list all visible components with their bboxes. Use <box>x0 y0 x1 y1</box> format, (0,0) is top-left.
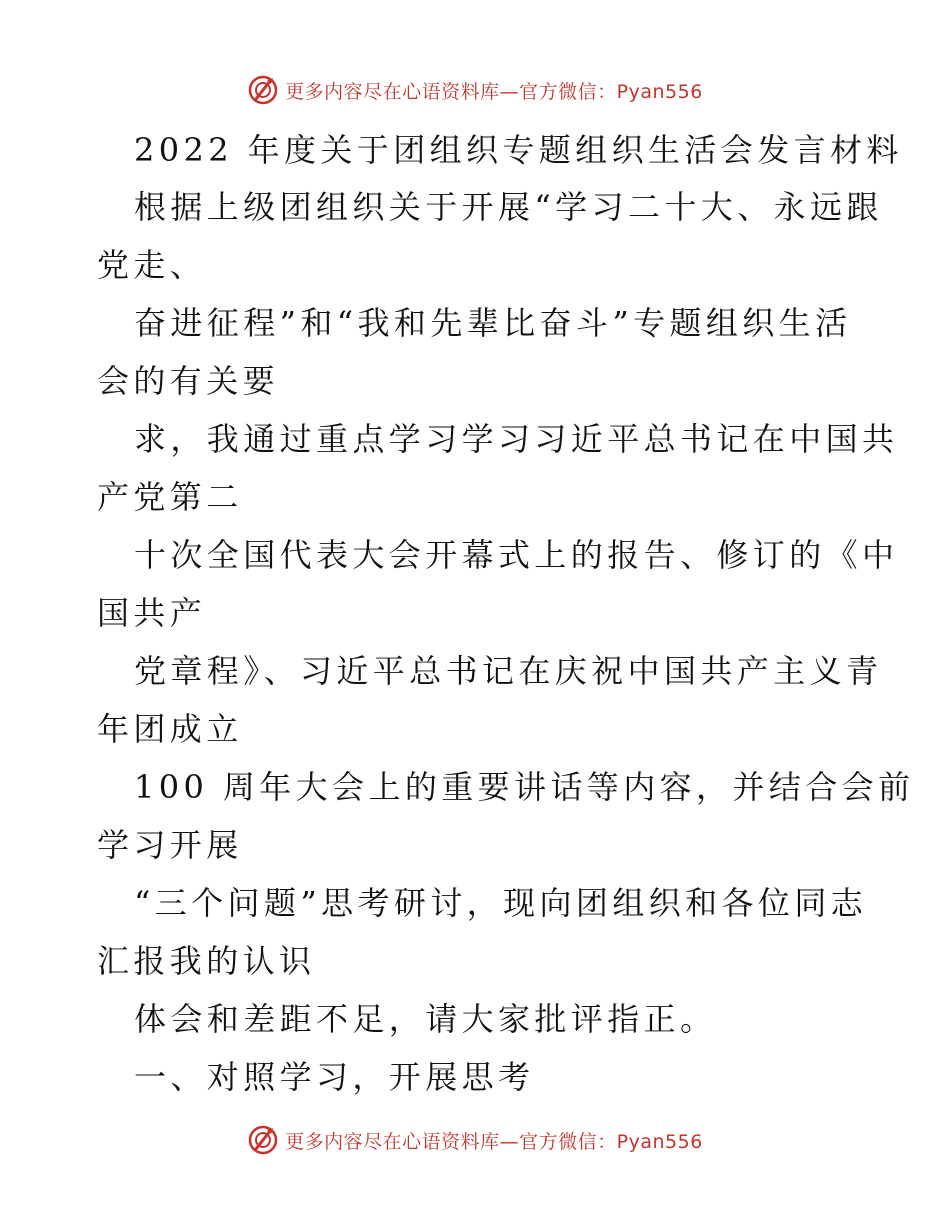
paragraph-line: 年团成立 <box>97 710 243 748</box>
watermark-text: 更多内容尽在心语资料库—官方微信：Pyan556 <box>285 80 703 103</box>
paragraph-line: 国共产 <box>97 594 207 632</box>
paragraph-line: 根据上级团组织关于开展“学习二十大、永远跟 <box>134 188 883 226</box>
paragraph-line: 产党第二 <box>97 478 243 516</box>
paragraph-line: 党走、 <box>97 246 207 284</box>
watermark-text: 更多内容尽在心语资料库—官方微信：Pyan556 <box>285 1130 703 1153</box>
document-title: 2022 年度关于团组织专题组织生活会发言材料 <box>134 131 903 169</box>
paragraph-line: 汇报我的认识 <box>97 942 316 980</box>
paragraph-line: “三个问题”思考研讨，现向团组织和各位同志 <box>134 884 868 922</box>
paragraph-line: 会的有关要 <box>97 362 280 400</box>
header-watermark <box>0 70 950 110</box>
paragraph-line: 100 周年大会上的重要讲话等内容，并结合会前 <box>134 768 915 806</box>
footer-watermark <box>0 1120 950 1160</box>
paragraph-line: 奋进征程”和“我和先辈比奋斗”专题组织生活 <box>134 304 852 342</box>
brand-logo-icon <box>247 1124 279 1156</box>
paragraph-line: 体会和差距不足，请大家批评指正。 <box>134 1000 717 1038</box>
section-heading: 一、对照学习，开展思考 <box>134 1058 535 1096</box>
brand-logo-icon <box>247 74 279 106</box>
paragraph-line: 学习开展 <box>97 826 243 864</box>
paragraph-line: 求，我通过重点学习学习习近平总书记在中国共 <box>134 420 899 458</box>
paragraph-line: 十次全国代表大会开幕式上的报告、修订的《中 <box>134 536 899 574</box>
paragraph-line: 党章程》、习近平总书记在庆祝中国共产主义青 <box>134 652 883 690</box>
